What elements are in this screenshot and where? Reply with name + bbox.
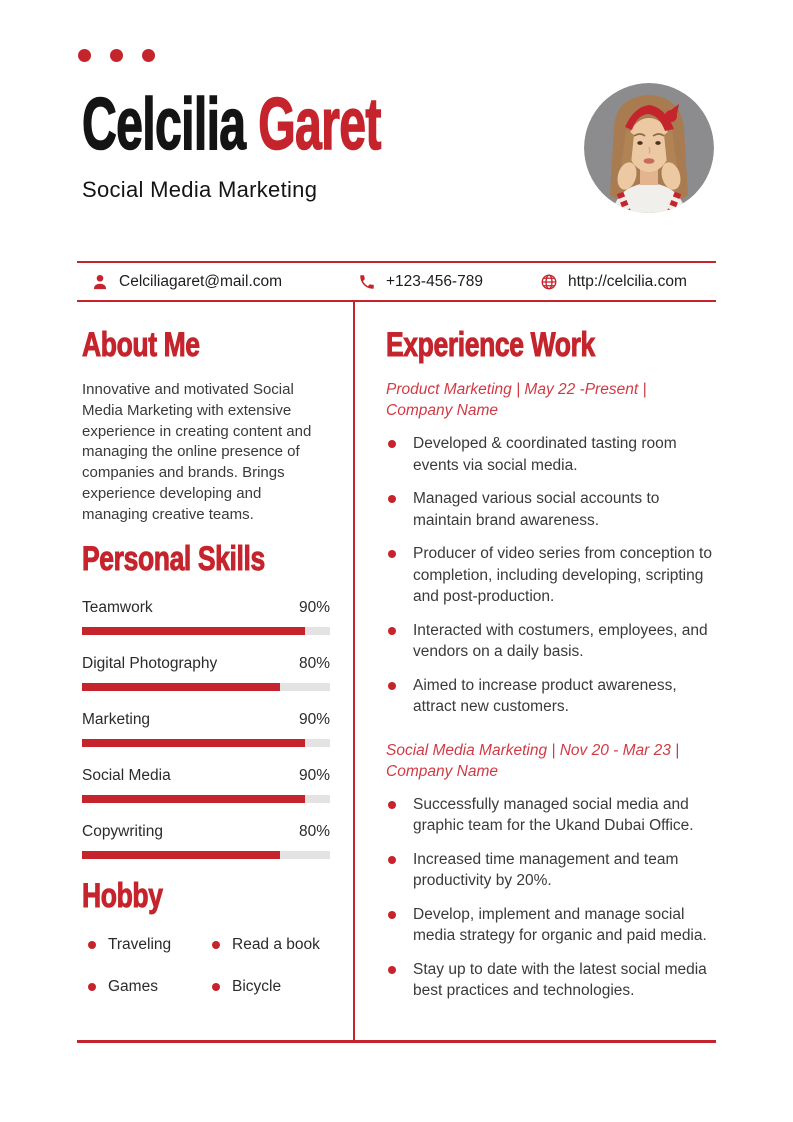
skill-label: Teamwork [82,598,153,616]
skill-label: Marketing [82,710,151,728]
bullet-dot-icon [88,941,96,949]
skill-percent: 90% [298,598,330,616]
skill-bar-track [82,851,330,859]
skill-bar-fill [82,627,305,635]
job-bullet: Aimed to increase product awareness, attract new customers. [386,675,716,718]
skill-label: Copywriting [82,822,163,840]
hobby-title: Hobby [82,876,163,915]
job-title: Social Media Marketing [82,177,318,202]
contact-email [91,263,282,300]
job-bullet: Successfully managed social media and graphic team for the Ukand Dubai Office. [386,794,716,837]
person-icon [91,273,109,291]
job-heading: Social Media Marketing | Nov 20 - Mar 23 | Company Name [386,741,680,780]
red-dot-icon [78,49,91,62]
job-bullet: Increased time management and team productivity by 20%. [386,849,716,892]
skill-row [82,710,330,747]
skill-bar-fill [82,739,305,747]
bullet-dot-icon [388,440,396,448]
job-bullet: Managed various social accounts to maintain brand awareness. [386,488,716,531]
job-bullet: Producer of video series from conception to completion, including developing, scripting and post-production. [386,543,716,608]
skill-percent: 90% [298,710,330,728]
job-bullet-list [386,433,716,718]
hobby-item: Games [82,978,206,996]
bullet-dot-icon [388,627,396,635]
name-first: Celcilia [82,84,246,165]
skill-label: Social Media [82,766,171,784]
contact-bar [77,261,716,302]
skill-bar-track [82,683,330,691]
bullet-dot-icon [212,941,220,949]
email-value[interactable]: Celciliagaret@mail.com [119,272,283,290]
bullet-dot-icon [388,801,396,809]
bullet-dot-icon [388,966,396,974]
globe-icon [540,273,558,291]
bullet-dot-icon [388,550,396,558]
skill-percent: 90% [298,766,330,784]
phone-value[interactable]: +123-456-789 [386,272,483,290]
left-column [77,302,355,1040]
job-bullet-list [386,794,716,1002]
skill-bar-fill [82,683,280,691]
bullet-dot-icon [388,682,396,690]
main-content [77,302,716,1043]
skill-label: Digital Photography [82,654,218,672]
job-bullet: Interacted with costumers, employees, and vendors on a daily basis. [386,620,716,663]
contact-website [540,263,687,300]
skills-title: Personal Skills [82,539,265,578]
bullet-dot-icon [388,495,396,503]
hobby-item: Read a book [206,936,328,954]
phone-icon [358,273,376,291]
job-bullet: Develop, implement and manage social media strategy for organic and paid media. [386,904,716,947]
skill-row [82,822,330,859]
skill-percent: 80% [298,822,330,840]
right-column [355,302,716,1040]
hobby-item: Bicycle [206,978,328,996]
skill-bar-fill [82,851,280,859]
skill-row [82,766,330,803]
page-title [82,84,535,165]
job-bullet: Developed & coordinated tasting room events via social media. [386,433,716,476]
skill-percent: 80% [298,654,330,672]
bullet-dot-icon [388,856,396,864]
hobby-item: Traveling [82,936,206,954]
skill-row [82,598,330,635]
skill-row [82,654,330,691]
bullet-dot-icon [88,983,96,991]
bullet-dot-icon [388,911,396,919]
about-text: Innovative and motivated Social Media Marketing with extensive experience in creating content and managing the online presence of companies and brands. Brings experience developing and managing creative teams. [82,381,312,523]
about-title: About Me [82,326,200,364]
profile-photo-illustration [584,83,714,213]
skill-bar-track [82,795,330,803]
website-value[interactable]: http://celcilia.com [568,272,687,290]
experience-title: Experience Work [386,326,595,364]
contact-phone [358,263,483,300]
bullet-dot-icon [212,983,220,991]
red-dot-icon [142,49,155,62]
skill-bar-fill [82,795,305,803]
header [82,84,535,203]
job-bullet: Stay up to date with the latest social media best practices and technologies. [386,959,716,1002]
red-dot-icon [110,49,123,62]
skill-bar-track [82,627,330,635]
profile-photo [584,83,714,213]
dots-decoration [78,49,155,62]
skill-bar-track [82,739,330,747]
hobby-list [82,936,328,996]
job-heading: Product Marketing | May 22 -Present | Company Name [386,381,647,419]
name-last: Garet [258,84,381,165]
